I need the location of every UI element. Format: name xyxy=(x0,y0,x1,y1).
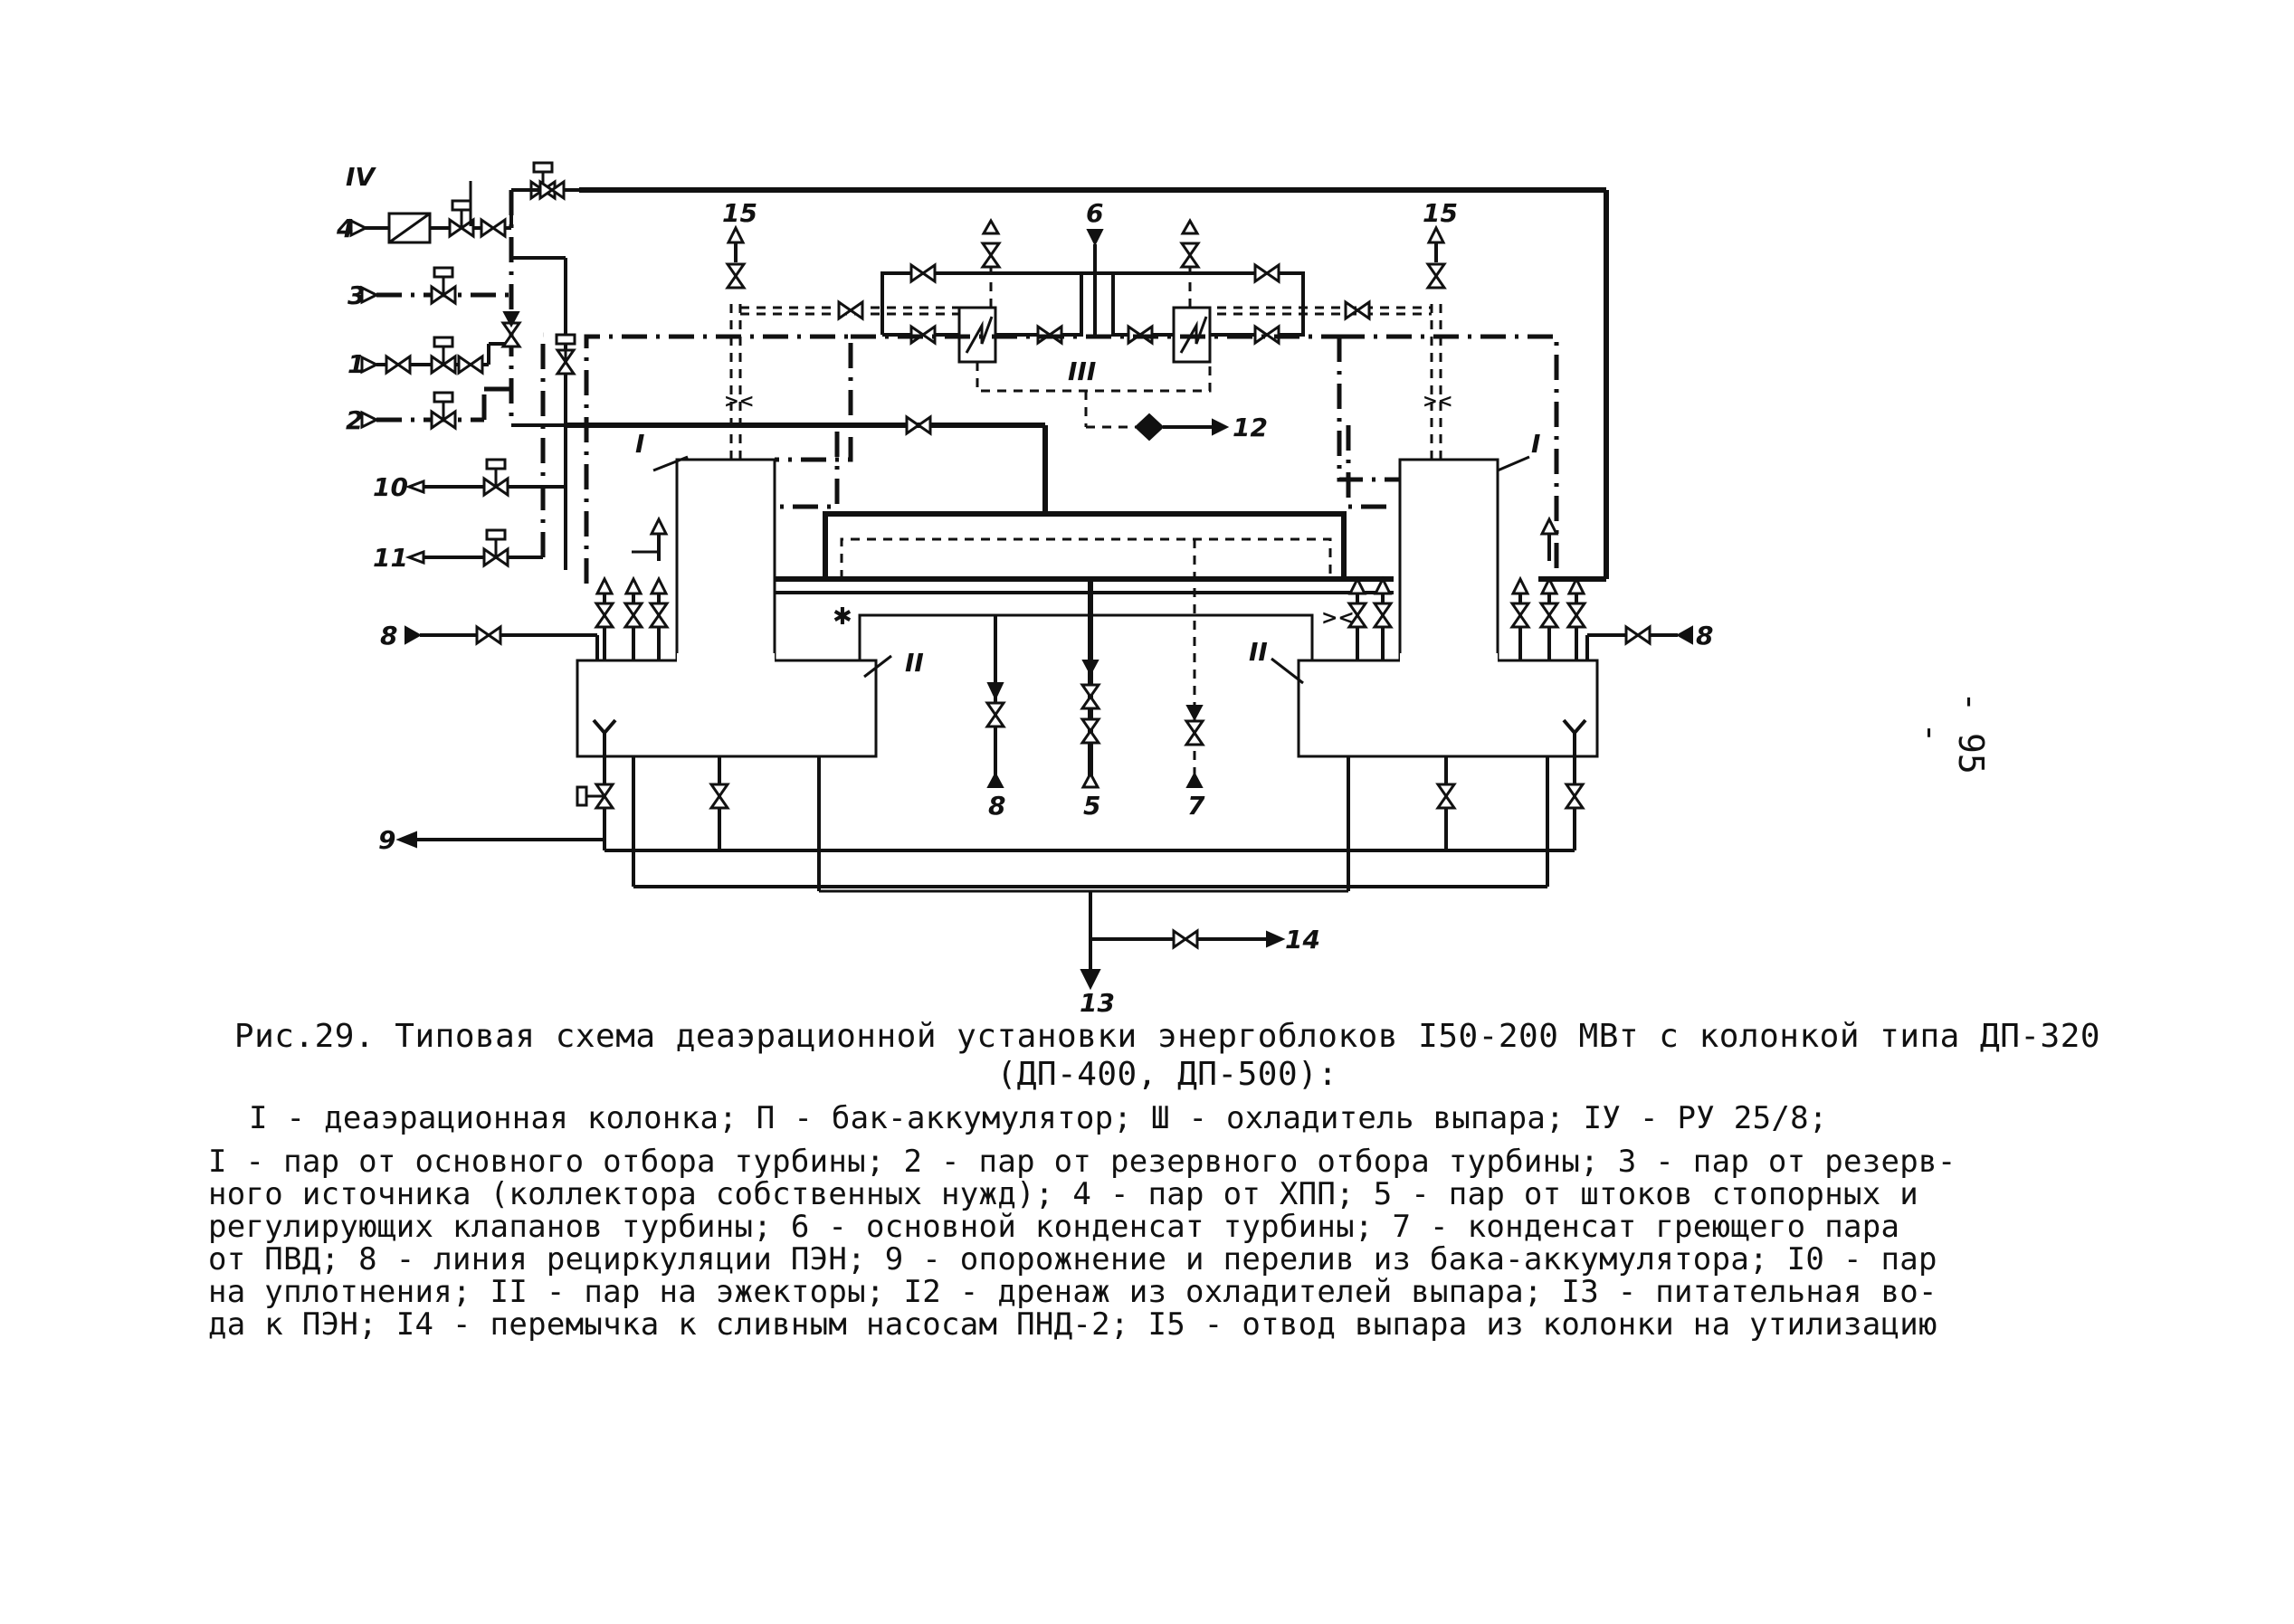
label-15-right: 15 xyxy=(1423,198,1458,228)
label-8-right: 8 xyxy=(1696,621,1714,651)
label-2: 2 xyxy=(346,405,364,435)
page-number: - 95 - xyxy=(1911,691,1991,774)
label-12: 12 xyxy=(1233,413,1268,442)
label-6: 6 xyxy=(1086,198,1104,228)
label-13: 13 xyxy=(1080,988,1115,1013)
legend-line-6: на уплотнения; II - пар на эжекторы; I2 - дренаж из охладителей выпара; I3 - питательная во- xyxy=(208,1274,1937,1310)
label-15-left: 15 xyxy=(722,198,757,228)
right-deaerator-column xyxy=(1400,460,1498,660)
bottom-collectors xyxy=(398,832,1575,988)
figure-caption xyxy=(208,1018,2127,1094)
legend-line-5: от ПВД; 8 - линия рециркуляции ПЭН; 9 - опорожнение и перелив из бака-аккумулятора; I0 - пар xyxy=(208,1241,1937,1277)
caption-line-1: Рис.29. Типовая схема деаэрационной установки энергоблоков I50-200 МВт с колонкой типа ДП-320 xyxy=(233,1018,2101,1055)
legend-line-4: регулирующих клапанов турбины; 6 - основной конденсат турбины; 7 - конденсат греющего пара xyxy=(208,1209,1900,1245)
legend-line-7: да к ПЭН; I4 - перемычка к сливным насосам ПНД-2; I5 - отвод выпара из колонки на утилизацию xyxy=(208,1306,1937,1343)
label-II-right: II xyxy=(1249,637,1268,667)
svg-text:><: >< xyxy=(724,390,755,412)
label-IV: IV xyxy=(346,162,376,192)
right-storage-tank xyxy=(1299,660,1597,756)
label-10: 10 xyxy=(373,472,408,502)
label-5: 5 xyxy=(1083,791,1101,821)
caption-line-2: (ДП-400, ДП-500): xyxy=(996,1056,1338,1093)
label-11: 11 xyxy=(373,543,408,573)
svg-text:✱: ✱ xyxy=(833,603,852,631)
label-7: 7 xyxy=(1187,791,1205,821)
legend-line-2: I - пар от основного отбора турбины; 2 - пар от резервного отбора турбины; 3 - пар от резерв- xyxy=(208,1144,1956,1180)
left-storage-tank xyxy=(577,660,876,756)
label-I-left: I xyxy=(635,429,645,459)
svg-text:><: >< xyxy=(1321,607,1355,630)
label-III: III xyxy=(1068,356,1097,386)
label-3: 3 xyxy=(347,280,366,310)
label-II-left: II xyxy=(905,648,924,678)
figure-legend xyxy=(208,1102,2127,1341)
label-9: 9 xyxy=(378,825,396,855)
svg-text:><: >< xyxy=(1423,390,1453,412)
label-4: 4 xyxy=(337,214,355,243)
legend-line-3: ного источника (коллектора собственных нужд); 4 - пар от ХПП; 5 - пар от штоков стопорных и xyxy=(208,1176,1919,1212)
label-I-right: I xyxy=(1531,429,1541,459)
legend-line-1: I - деаэрационная колонка; П - бак-аккумулятор; Ш - охладитель выпара; IУ - РУ 25/8; xyxy=(249,1100,1828,1136)
label-8-center: 8 xyxy=(988,791,1006,821)
label-14: 14 xyxy=(1285,925,1320,954)
label-8-left: 8 xyxy=(380,621,398,651)
left-deaerator-column xyxy=(677,460,775,660)
label-1: 1 xyxy=(347,349,366,379)
right-deaerator xyxy=(1271,457,1692,891)
